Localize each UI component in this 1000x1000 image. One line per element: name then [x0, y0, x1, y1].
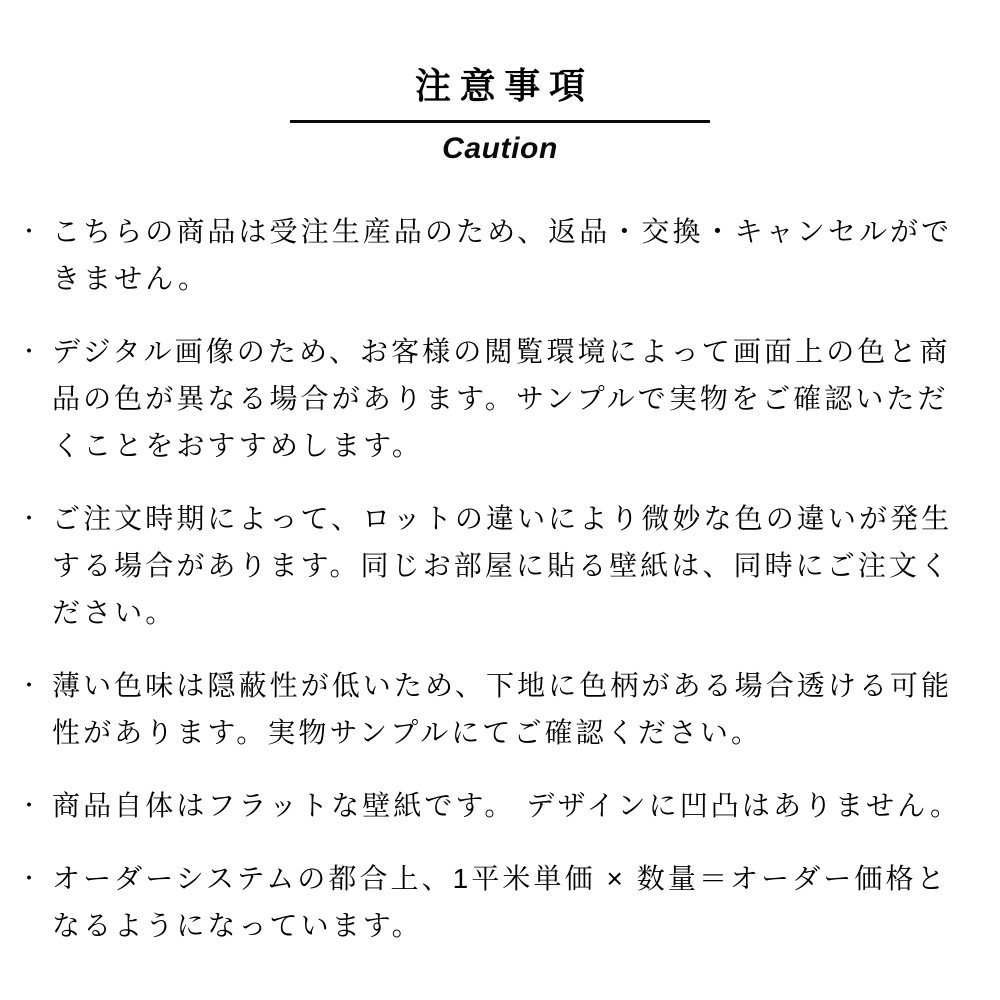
caution-text-light-color-transparency: 薄い色味は隠蔽性が低いため、下地に色柄がある場合透ける可能性があります。実物サンプルにてご確認ください。 — [52, 670, 953, 748]
caution-item — [18, 782, 968, 829]
bullet-marker: ・ — [18, 506, 41, 531]
page-header — [0, 0, 1000, 166]
caution-item — [18, 662, 968, 756]
caution-text-lot-difference: ご注文時期によって、ロットの違いにより微妙な色の違いが発生する場合があります。同じお部屋に貼る壁紙は、同時にご注文ください。 — [52, 503, 953, 628]
caution-item — [18, 328, 968, 469]
bullet-marker: ・ — [18, 866, 41, 891]
caution-text-flat-wallpaper: 商品自体はフラットな壁紙です。 デザインに凹凸はありません。 — [52, 790, 962, 821]
caution-text-return-policy: こちらの商品は受注生産品のため、返品・交換・キャンセルができません。 — [52, 216, 953, 294]
title-divider — [290, 120, 710, 123]
bullet-marker: ・ — [18, 339, 41, 364]
bullet-marker: ・ — [18, 673, 41, 698]
bullet-marker: ・ — [18, 793, 41, 818]
caution-text-order-system-price: オーダーシステムの都合上、1平米単価 × 数量＝オーダー価格となるようになっています。 — [52, 863, 948, 941]
caution-text-digital-color: デジタル画像のため、お客様の閲覧環境によって画面上の色と商品の色が異なる場合があります。サンプルで実物をご確認いただくことをおすすめします。 — [52, 336, 951, 461]
caution-item — [18, 208, 968, 302]
page-title: 注意事項 — [415, 65, 594, 106]
caution-item — [18, 495, 968, 636]
caution-item — [18, 855, 968, 949]
bullet-marker: ・ — [18, 219, 41, 244]
caution-list — [0, 166, 1000, 949]
page-subtitle: Caution — [442, 132, 558, 165]
